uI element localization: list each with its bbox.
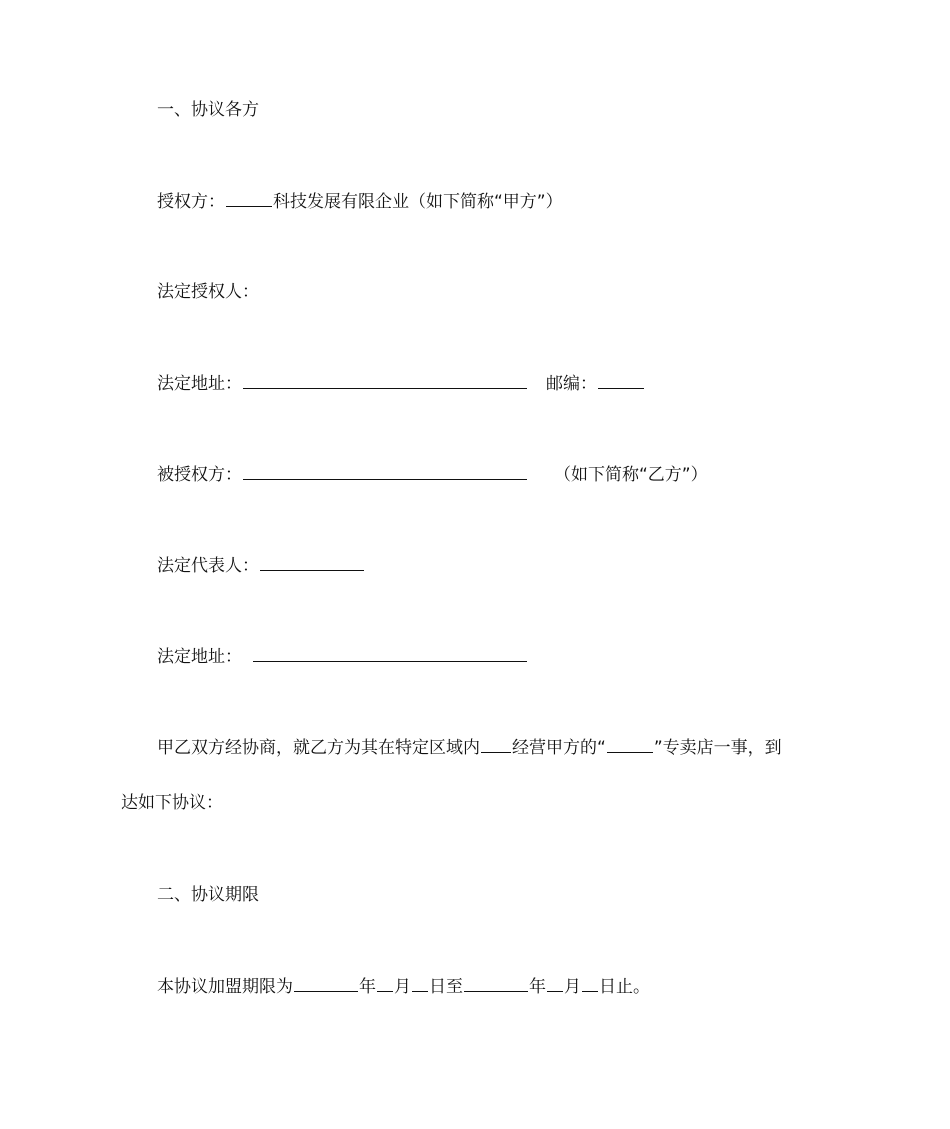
postcode-label: 邮编： [546,374,597,394]
legal-authorized-person-line [157,280,259,304]
agreement-paragraph-line-2 [121,791,223,815]
term-prefix: 本协议加盟期限为 [157,977,293,997]
licensee-suffix: （如下简称“乙方”） [554,465,708,485]
day-end-label: 日止。 [599,977,650,997]
start-month-blank [377,974,393,992]
licensor-label: 授权方： [157,192,225,212]
legal-authorized-person-label: 法定授权人： [157,282,259,302]
day-to-label: 日至 [429,977,463,997]
licensee-address-blank [253,644,527,662]
section-2-heading [157,883,259,907]
legal-representative-blank [260,553,364,571]
start-year-blank [294,974,358,992]
agreement-paragraph-line-1 [157,735,782,760]
term-line [157,974,650,999]
section-1-heading [157,98,259,122]
postcode-blank [598,371,644,389]
paragraph-text-1: 甲乙双方经协商，就乙方为其在特定区域内 [157,738,480,758]
section-2-heading-text: 二、协议期限 [157,885,259,905]
paragraph-text-2: 经营甲方的“ [512,738,606,758]
year-label-1: 年 [359,977,376,997]
paragraph-text-4: 达如下协议： [121,793,223,813]
licensee-name-blank [243,462,527,480]
end-month-blank [547,974,563,992]
paragraph-blank-1 [481,735,511,753]
end-day-blank [582,974,598,992]
paragraph-blank-2 [607,735,653,753]
licensor-address-blank [243,371,527,389]
legal-address-label: 法定地址： [157,374,242,394]
section-1-heading-text: 一、协议各方 [157,100,259,120]
licensee-label: 被授权方： [157,465,242,485]
licensor-name-blank [226,189,272,207]
legal-address-label: 法定地址： [157,647,242,667]
year-label-2: 年 [529,977,546,997]
licensee-address-line [157,644,528,669]
paragraph-text-3: ”专卖店一事，到 [653,738,782,758]
legal-representative-label: 法定代表人： [157,556,259,576]
licensee-line [157,462,708,487]
end-year-blank [464,974,528,992]
month-label-2: 月 [564,977,581,997]
licensor-suffix: 科技发展有限企业（如下简称“甲方”） [273,192,563,212]
month-label-1: 月 [394,977,411,997]
legal-representative-line [157,553,365,578]
licensor-line [157,189,563,214]
licensor-address-line [157,371,645,396]
start-day-blank [412,974,428,992]
